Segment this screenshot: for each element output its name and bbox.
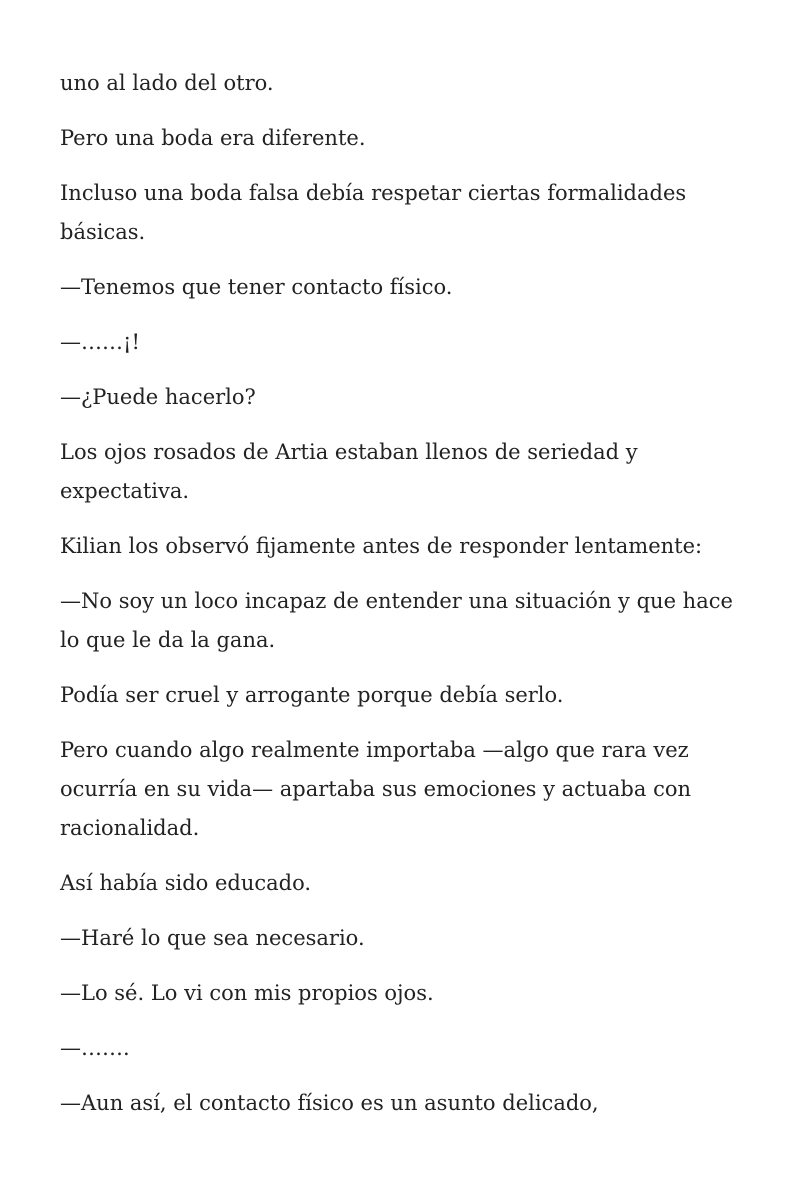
paragraph: Kilian los observó fijamente antes de responder lentamente: (60, 534, 703, 558)
paragraph: —Aun así, el contacto físico es un asunto delicado, (60, 1091, 599, 1115)
paragraph: Pero una boda era diferente. (60, 126, 366, 150)
document-body (60, 64, 750, 1139)
paragraph: —……¡! (60, 330, 140, 354)
paragraph: —Lo sé. Lo vi con mis propios ojos. (60, 981, 434, 1005)
paragraph: Pero cuando algo realmente importaba —algo que rara vez ocurría en su vida— apartaba sus emociones y actuaba con racionalidad. (60, 738, 691, 840)
paragraph: Así había sido educado. (60, 871, 312, 895)
paragraph: —Haré lo que sea necesario. (60, 926, 365, 950)
paragraph: —……. (60, 1036, 130, 1060)
paragraph: uno al lado del otro. (60, 71, 274, 95)
paragraph: Los ojos rosados de Artia estaban llenos de seriedad y expectativa. (60, 440, 638, 503)
paragraph: —No soy un loco incapaz de entender una situación y que hace lo que le da la gana. (60, 589, 733, 652)
paragraph: —¿Puede hacerlo? (60, 385, 256, 409)
paragraph: Incluso una boda falsa debía respetar ciertas formalidades básicas. (60, 181, 687, 244)
paragraph: Podía ser cruel y arrogante porque debía serlo. (60, 683, 564, 707)
paragraph: —Tenemos que tener contacto físico. (60, 275, 453, 299)
